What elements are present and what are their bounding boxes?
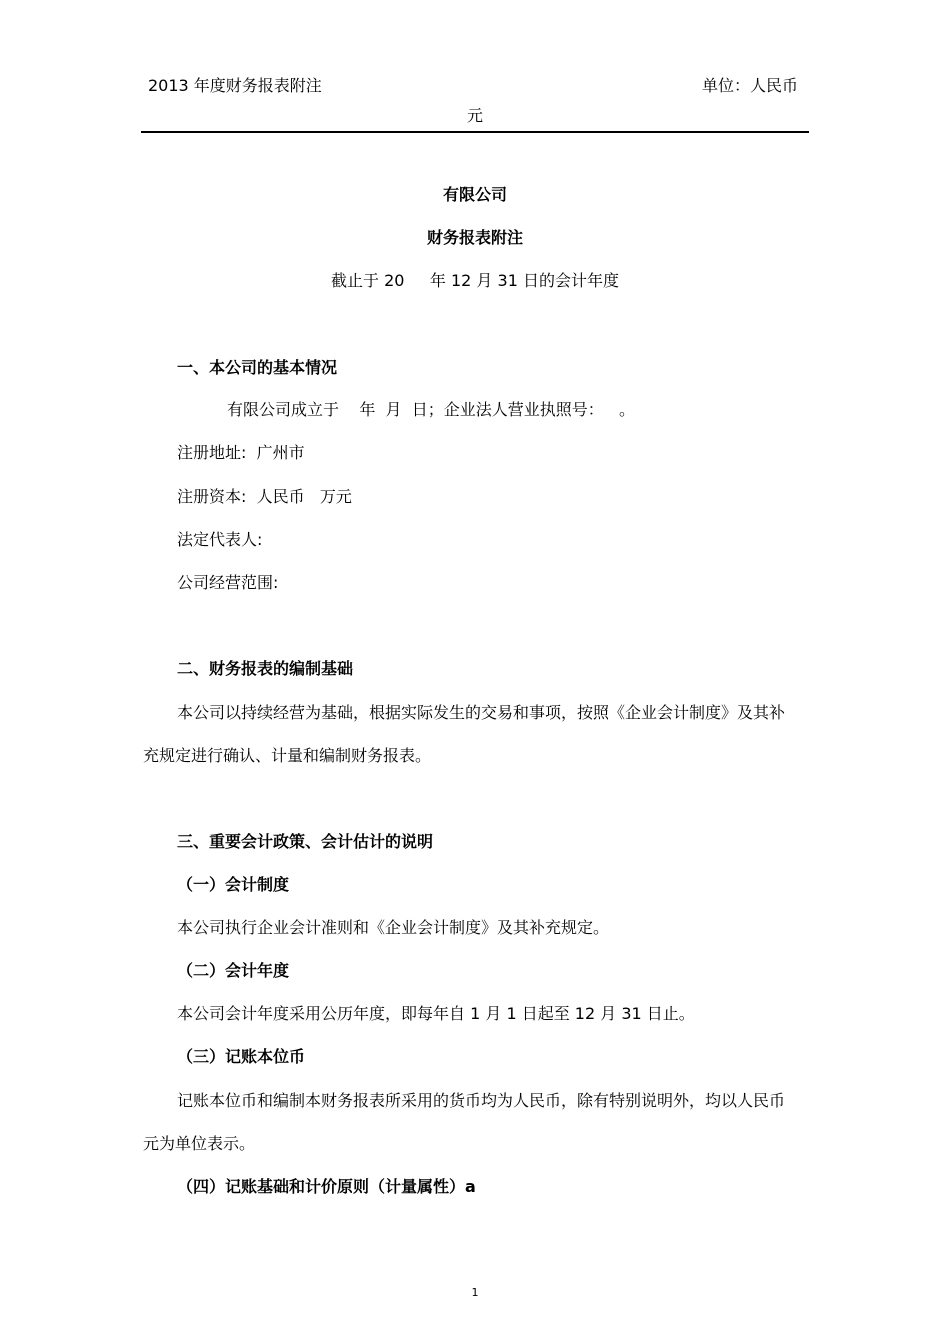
subsection-1-title: （一）会计制度 — [177, 875, 290, 894]
establishment-info: 有限公司成立于 年 月 日；企业法人营业执照号： 。 — [227, 400, 635, 419]
subsection-3-text-line-1: 记账本位币和编制本财务报表所采用的货币均为人民币，除有特别说明外，均以人民币 — [177, 1091, 786, 1110]
subsection-3-title: （三）记账本位币 — [177, 1047, 306, 1066]
section-3-title: 三、重要会计政策、会计估计的说明 — [177, 832, 434, 851]
section-1-title: 一、本公司的基本情况 — [177, 358, 338, 377]
header-unit-continued: 元 — [467, 106, 484, 125]
section-2-title: 二、财务报表的编制基础 — [177, 659, 354, 678]
company-name: 有限公司 — [442, 185, 507, 204]
document-title: 财务报表附注 — [426, 228, 523, 247]
reporting-period: 截止于 20 年 12 月 31 日的会计年度 — [331, 271, 619, 290]
registered-address: 注册地址: 广州市 — [177, 443, 305, 462]
legal-representative: 法定代表人: — [177, 530, 263, 549]
basis-paragraph-line-1: 本公司以持续经营为基础，根据实际发生的交易和事项，按照《企业会计制度》及其补 — [177, 703, 786, 722]
registered-capital: 注册资本: 人民币 万元 — [177, 487, 352, 506]
page-number: 1 — [471, 1286, 479, 1299]
subsection-4-title: （四）记账基础和计价原则（计量属性）a — [177, 1177, 476, 1196]
subsection-3-text-line-2: 元为单位表示。 — [143, 1134, 256, 1153]
business-scope: 公司经营范围: — [177, 573, 279, 592]
subsection-1-text: 本公司执行企业会计准则和《企业会计制度》及其补充规定。 — [177, 918, 610, 937]
header-divider — [141, 131, 809, 133]
subsection-2-title: （二）会计年度 — [177, 961, 290, 980]
header-unit: 单位：人民币 — [702, 76, 799, 95]
basis-paragraph-line-2: 充规定进行确认、计量和编制财务报表。 — [143, 746, 432, 765]
subsection-2-text: 本公司会计年度采用公历年度，即每年自 1 月 1 日起至 12 月 31 日止。 — [177, 1004, 695, 1023]
header-title: 2013 年度财务报表附注 — [148, 76, 322, 95]
